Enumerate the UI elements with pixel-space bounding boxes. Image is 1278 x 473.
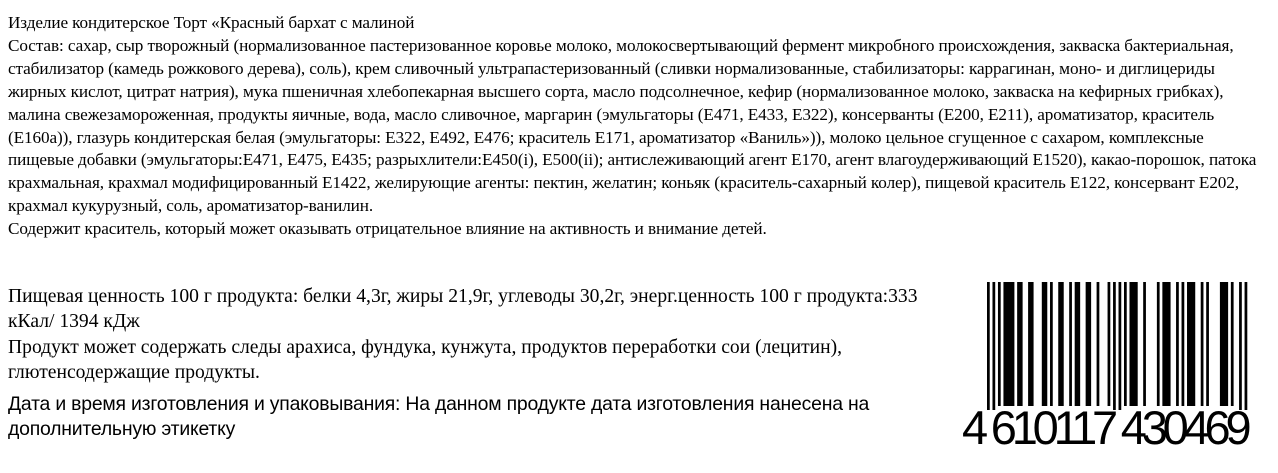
barcode-bars [960,280,1260,410]
barcode-bar [1206,282,1209,406]
barcode-bar [1119,282,1122,410]
barcode-bar [1187,282,1195,406]
barcode-bar [1113,282,1116,410]
composition-section [8,12,1270,241]
barcode-bar [1129,282,1137,406]
allergen-warning: Продукт может содержать следы арахиса, фундука, кунжута, продуктов переработки сои (лецитин), глютенсодержащие продукты. [8,336,843,383]
barcode-number: 4 610117 430469 [962,401,1247,454]
barcode-bar [1108,282,1111,406]
barcode-bar [1097,282,1100,406]
barcode-bar [998,282,1001,406]
barcode-bar [987,282,990,410]
barcode-bar [1017,282,1022,406]
barcode [960,280,1260,460]
barcode-bar [1231,282,1234,406]
barcode-bar [1050,282,1053,406]
barcode-bar [1086,282,1091,406]
barcode-bar [1176,282,1179,406]
barcode-bar [1124,282,1127,406]
barcode-bar [1058,282,1063,406]
barcode-bar [1042,282,1047,406]
ingredients-text: Состав: сахар, сыр творожный (нормализованное пастеризованное коровье молоко, молокосвертывающий фермент микробного происхождения, закваска бактериальная, стабилизатор (камедь рожкового дерева), соль), крем сливочный ультрапастеризованный (сливки нормализованные, стабилизаторы: каррагинан, моно- и диглицериды жирных кислот, цитрат натрия), мука пшеничная хлебопекарная высшего сорта, масло подсолнечное, кефир (нормализованное молоко, закваска на кефирных грибках), малина свежезамороженная, продукты яичные, вода, масло сливочное, маргарин (эмульгаторы (Е471, Е433, Е322), консерванты (Е200, Е211), ароматизатор, краситель (Е160а)), глазурь кондитерская белая (эмульгаторы: Е322, Е492, Е476; краситель Е171, ароматизатор «Ваниль»)), молоко цельное сгущенное с сахаром, комплексные пищевые добавки (эмульгаторы:Е471, Е475, Е435; разрыхлители:Е450(i), Е500(ii); антислеживающий агент Е170, агент влагоудерживающий Е1520), какао-порошок, патока крахмальная, крахмал модифицированный Е1422, желирующие агенты: пектин, желатин; коньяк (краситель-сахарный колер), пищевой краситель Е122, консервант Е202, крахмал кукурузный, соль, ароматизатор-ванилин. [8,35,1257,216]
barcode-bar [992,282,995,410]
barcode-bar [1239,282,1242,410]
product-title: Изделие кондитерское Торт «Красный бархат с малиной [8,13,415,32]
barcode-bar [1182,282,1185,406]
production-date-text: Дата и время изготовления и упаковывания: На данном продукте дата изготовления нанесена на дополнительную этикетку [8,393,870,440]
barcode-bar [1157,282,1160,406]
nutrition-facts: Пищевая ценность 100 г продукта: белки 4,3г, жиры 21,9г, углеводы 30,2г, энерг.ценность 100 г продукта:333 кКал/ 1394 кДж [8,286,918,333]
dye-warning: Содержит краситель, который может оказывать отрицательное влияние на активность и внимание детей. [8,219,767,239]
barcode-bar [1245,282,1248,410]
production-date-section [8,392,938,441]
barcode-bar [1220,282,1228,406]
barcode-bar [1143,282,1146,406]
barcode-bar [1162,282,1170,406]
barcode-bar [1075,282,1080,406]
barcode-bar [1201,282,1204,406]
barcode-bar [1028,282,1033,406]
barcode-bar [1003,282,1014,406]
barcode-bar [1069,282,1072,406]
nutrition-section [8,284,938,385]
